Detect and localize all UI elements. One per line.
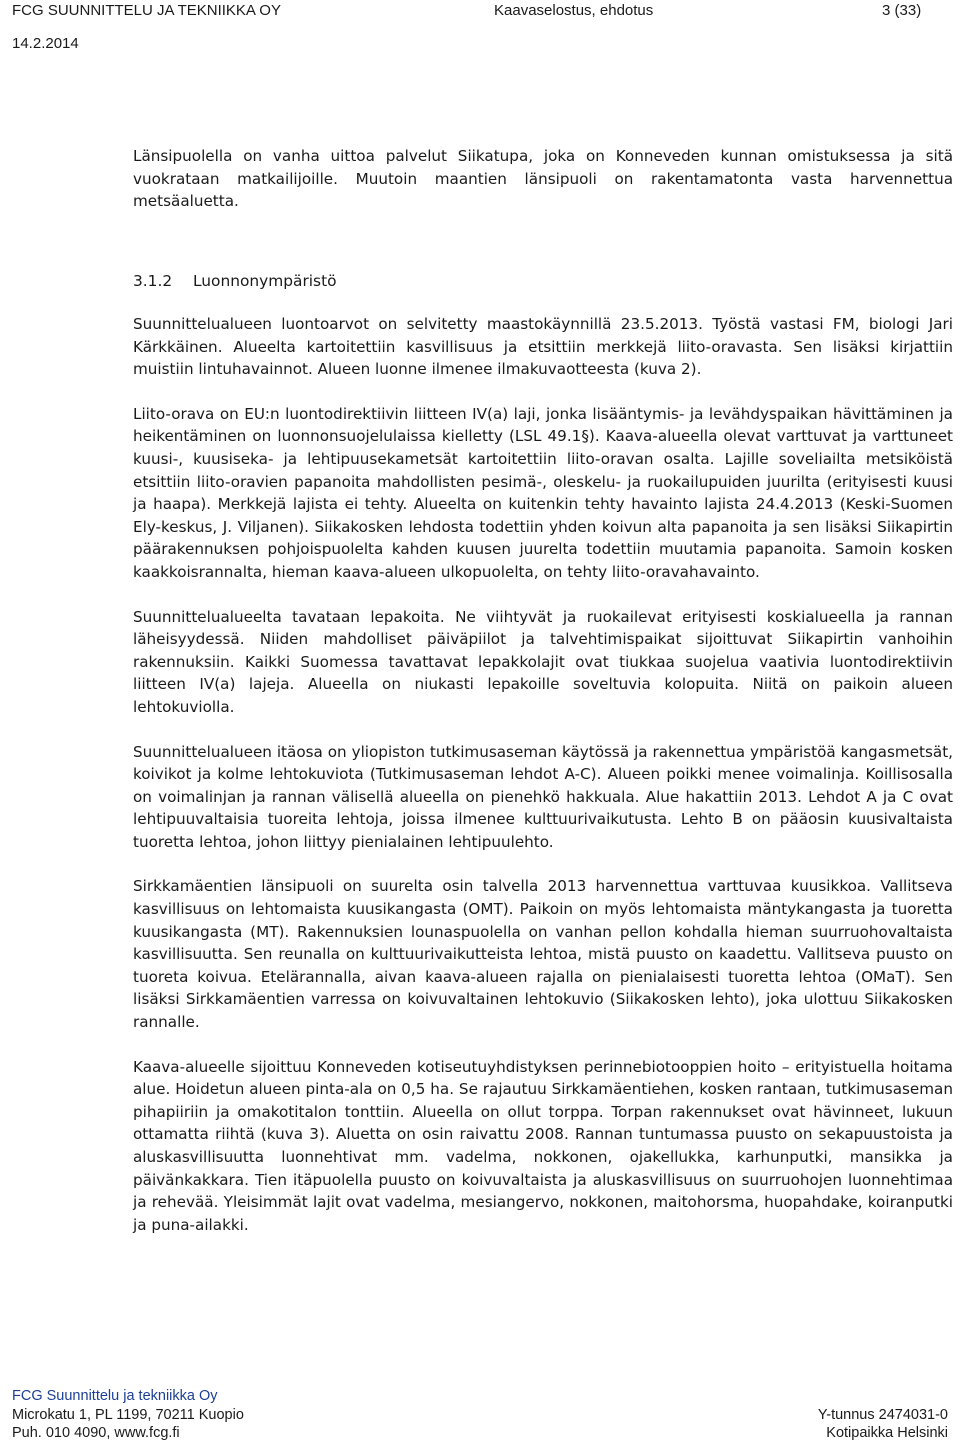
header-company: FCG SUUNNITTELU JA TEKNIIKKA OY — [12, 2, 281, 19]
header-date: 14.2.2014 — [12, 35, 79, 52]
section-number: 3.1.2 — [133, 272, 173, 290]
intro-block — [133, 145, 953, 213]
section-heading — [133, 272, 337, 290]
body-content — [133, 313, 953, 1236]
paragraph-heritage-biotope: Kaava-alueelle sijoittuu Konneveden kotiseutuyhdistyksen perinnebiotooppien hoito – erityistuella hoitama alue. Hoidetun alueen pinta-ala on 0,5 ha. Se rajautuu Sirkkamäentiehen, kosken rantaan, tutkimusaseman pihapiiriin ja omakotitalon tonttiin. Alueella on ollut torppa. Torpan rakennukset ovat hävinneet, lukuun ottamatta riihtä (kuva 3). Aluetta on osin raivattu 2008. Rannan tuntumassa puusto on sekapuustoista ja aluskasvillisuutta luonnehtivat mm. vadelma, nokkonen, ojakellukka, karhunputki, mansikka ja päivänkakkara. Tien itäpuolella puusto on koivuvaltaista ja aluskasvillisuus on suurruohojen luonnehtimaa ja rehevää. Yleisimmät lajit ovat vadelma, mesiangervo, nokkonen, maitohorsma, huopahdake, koiranputki ja puna-ailakki. — [133, 1057, 953, 1234]
paragraph-east-part: Suunnittelualueen itäosa on yliopiston tutkimusaseman käytössä ja rakennettua ympäristöä kangasmetsät, koivikot ja kolme lehtokuviota (Tutkimusaseman lehdot A-C). Alueen poikki menee voimalinja. Koillisosalla on voimalinjan ja rannan välisellä alueella on pienehkö hakkuala. Alue hakattiin 2013. Lehdot A ja C ovat lehtipuuvaltaisia tuoreita lehtoja, joissa ilmenee kulttuurivaikutusta. Lehto B on pääosin kuusivaltaista tuoretta lehtoa, johon liittyy pienialainen lehtipuulehto. — [133, 742, 953, 851]
intro-paragraph: Länsipuolella on vanha uittoa palvelut Siikatupa, joka on Konneveden kunnan omistuksessa ja sitä vuokrataan matkailijoille. Muutoin maantien länsipuoli on rakentamatonta vasta harvennettua metsäaluetta. — [133, 147, 953, 211]
section-title: Luonnonympäristö — [193, 272, 337, 290]
paragraph-flying-squirrel: Liito-orava on EU:n luontodirektiivin liitteen IV(a) laji, jonka lisääntymis- ja levähdyspaikan hävittäminen ja heikentäminen on luonnonsuojelulaissa kielletty (LSL 49.1§). Kaava-alueella olevat varttuvat ja varttuneet kuusi-, kuusiseka- ja lehtipuusekametsät kartoitettiin liito-oravan osalta. Lajille soveliailta metsiköistä etsittiin liito-oravien papanoita mahdollisten pesimä-, oleskelu- ja ruokailupuiden juurilta (erityisesti kuusi ja haapa). Merkkejä lajista ei tehty. Alueelta on kuitenkin tehty havainto lajista 24.4.2013 (Keski-Suomen Ely-keskus, J. Viljanen). Siikakosken lehdosta todettiin yhden koivun alta papanoita ja sen lisäksi Siikapirtin päärakennuksen pohjoispuolelta kahden kuusen juurelta todettiin muutamia papanoita. Samoin kosken kaakkoisrannalta, hieman kaava-alueen ulkopuolelta, on tehty liito-oravahavainto. — [133, 404, 953, 581]
header-doc-title: Kaavaselostus, ehdotus — [494, 2, 654, 19]
footer-address: Microkatu 1, PL 1199, 70211 Kuopio — [12, 1407, 244, 1423]
footer-domicile: Kotipaikka Helsinki — [826, 1425, 948, 1441]
paragraph-survey: Suunnittelualueen luontoarvot on selvitetty maastokäynnillä 23.5.2013. Työstä vastasi FM, biologi Jari Kärkkäinen. Alueelta kartoitettiin kasvillisuus ja etsittiin merkkejä liito-oravasta. Sen lisäksi kirjattiin muistiin lintuhavainnot. Alueen luonne ilmenee ilmakuvaotteesta (kuva 2). — [133, 315, 953, 379]
paragraph-west-side: Sirkkamäentien länsipuoli on suurelta osin talvella 2013 harvennettua varttuvaa kuusikkoa. Vallitseva kasvillisuus on lehtomaista kuusikangasta (OMT). Paikoin on myös lehtomaista mäntykangasta ja tuoretta kuusikangasta (MT). Rakennuksien lounaspuolella on vanhan pellon kohdalla hieman suurruohovaltaista kasvillisuutta. Sen reunalla on kulttuurivaikutteista lehtoa, mistä puusto on kaadettu. Vallitseva puusto on tuoreta koivua. Etelärannalla, aivan kaava-alueen rajalla on pienialaisesti tuoretta lehtoa (OMaT). Sen lisäksi Sirkkamäentien varressa on koivuvaltainen lehtokuvio (Siikakosken lehto), joka ulottuu Siikakosken rannalle. — [133, 877, 953, 1032]
header-page-number: 3 (33) — [882, 2, 922, 19]
footer-business-id: Y-tunnus 2474031-0 — [817, 1407, 948, 1423]
footer-company: FCG Suunnittelu ja tekniikka Oy — [12, 1388, 218, 1404]
footer-phone-web: Puh. 010 4090, www.fcg.fi — [12, 1425, 180, 1441]
paragraph-bats: Suunnittelualueelta tavataan lepakoita. Ne viihtyvät ja ruokailevat erityisesti koskialueella ja rannan läheisyydessä. Niiden mahdolliset päiväpiilot ja talvehtimispaikat sijoittuvat Siikapirtin vanhoihin rakennuksiin. Kaikki Suomessa tavattavat lepakkolajit ovat tiukkaa suojelua vaativia luontodirektiivin liitteen IV(a) lajeja. Alueella on niukasti lepakoille soveltuvia kolopuita. Niitä on paikoin alueen lehtokuviolla. — [133, 607, 953, 716]
